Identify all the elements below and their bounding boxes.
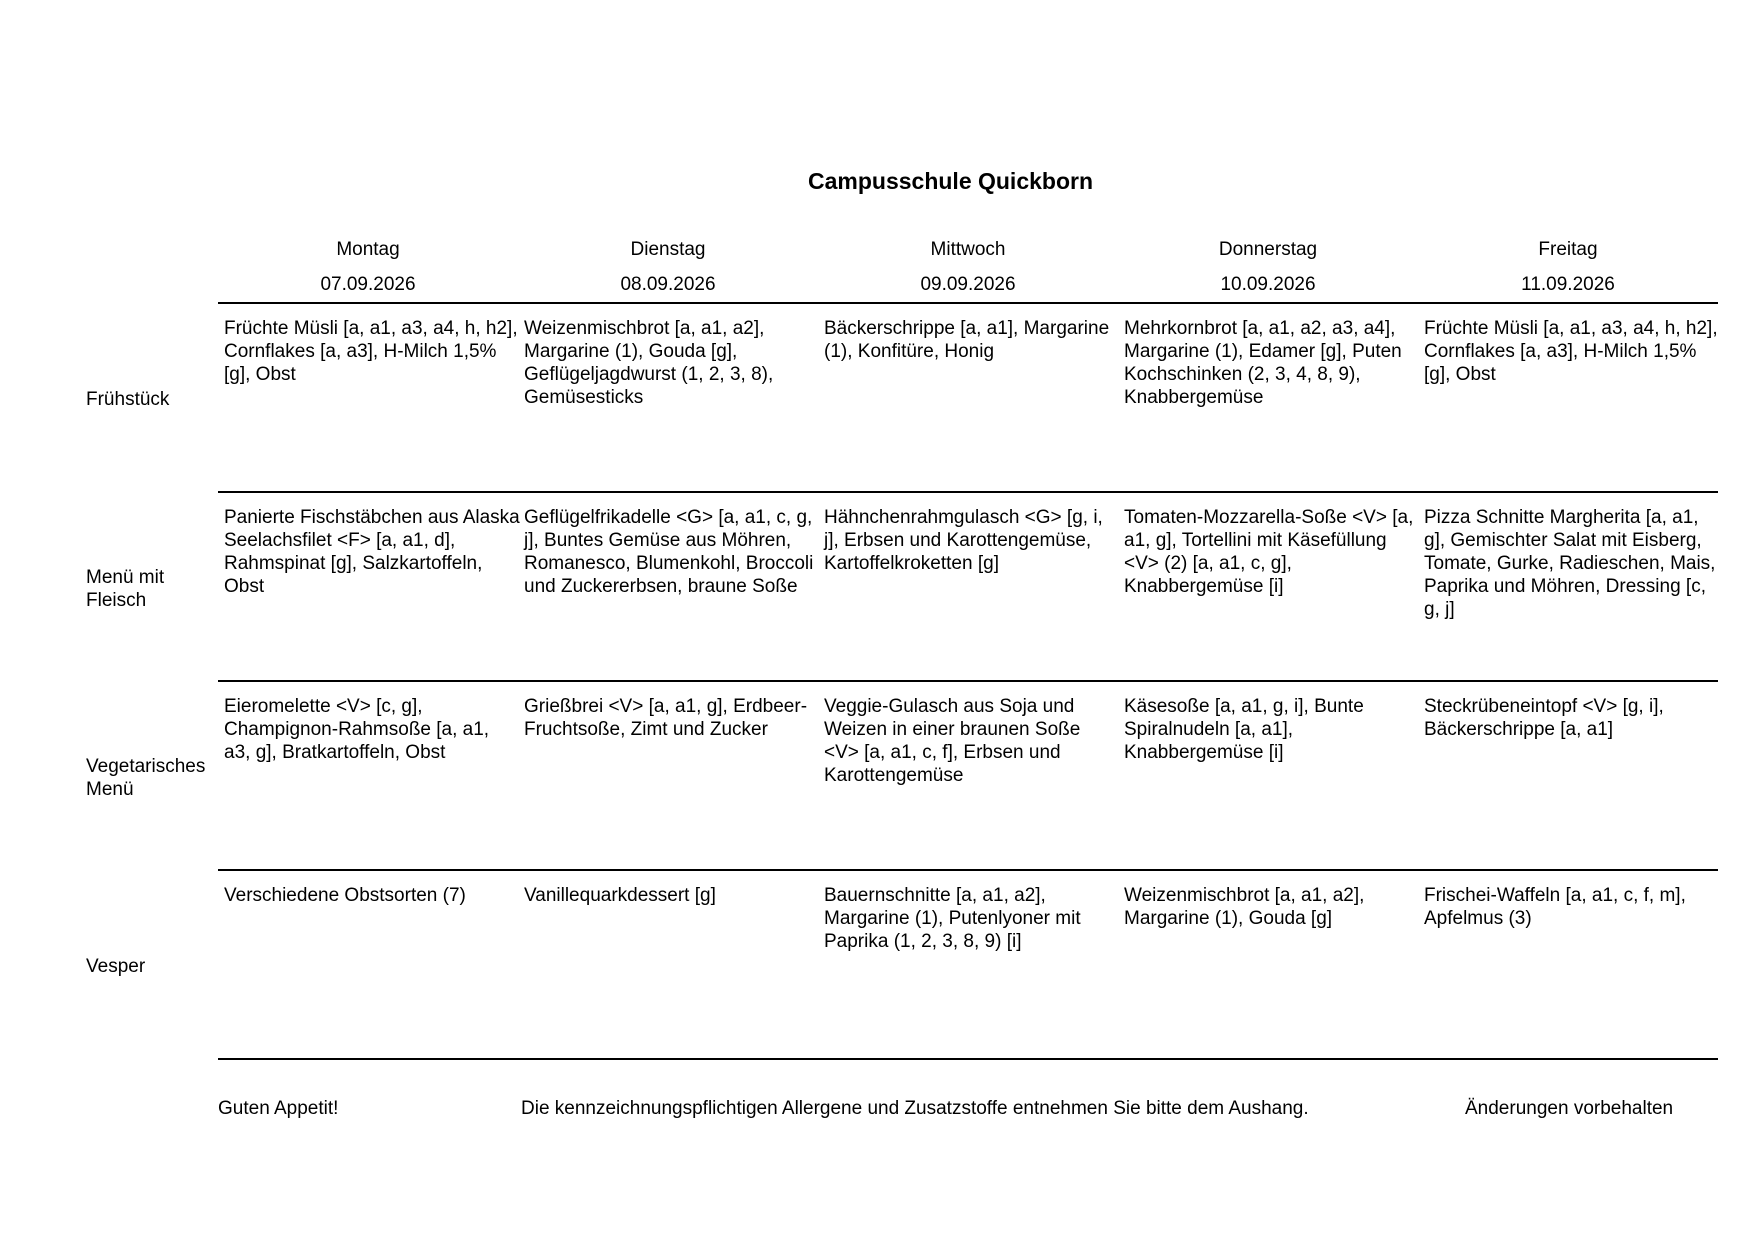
row-divider — [218, 680, 1718, 682]
day-header-monday — [218, 232, 518, 302]
menu-cell: Veggie-Gulasch aus Soja und Weizen in einer braunen Soße <V> [a, a1, c, f], Erbsen und Karottengemüse — [824, 696, 1081, 786]
day-header-wednesday — [818, 232, 1118, 302]
menu-cell: Grießbrei <V> [a, a1, g], Erdbeer-Fruchtsoße, Zimt und Zucker — [524, 696, 808, 740]
day-header-thursday — [1118, 232, 1418, 302]
footer-allergen-note: Die kennzeichnungspflichtigen Allergene und Zusatzstoffe entnehmen Sie bitte dem Aushang. — [521, 1098, 1309, 1119]
menu-cell: Mehrkornbrot [a, a1, a2, a3, a4], Margarine (1), Edamer [g], Puten Kochschinken (2, 3, 4, 8, 9), Knabbergemüse — [1124, 318, 1402, 408]
day-date: 07.09.2026 — [320, 274, 416, 295]
day-date: 10.09.2026 — [1220, 274, 1316, 295]
day-name: Dienstag — [630, 239, 706, 260]
day-name: Donnerstag — [1218, 239, 1318, 260]
day-name: Freitag — [1538, 239, 1598, 260]
menu-cell: Pizza Schnitte Margherita [a, a1, g], Gemischter Salat mit Eisberg, Tomate, Gurke, Radieschen, Mais, Paprika und Möhren, Dressing [c, g, j] — [1424, 507, 1716, 620]
footer-disclaimer: Änderungen vorbehalten — [1465, 1098, 1674, 1119]
menu-cell: Frischei-Waffeln [a, a1, c, f, m], Apfelmus (3) — [1424, 885, 1686, 929]
menu-cell: Bäckerschrippe [a, a1], Margarine (1), Konfitüre, Honig — [824, 318, 1110, 362]
menu-cell: Vanillequarkdessert [g] — [524, 885, 716, 906]
day-header-tuesday — [518, 232, 818, 302]
menu-cell: Weizenmischbrot [a, a1, a2], Margarine (1), Gouda [g] — [1124, 885, 1365, 929]
row-label-menue-mit-fleisch: Menü mit Fleisch — [86, 567, 165, 611]
menu-cell: Steckrübeneintopf <V> [g, i], Bäckerschrippe [a, a1] — [1424, 696, 1664, 740]
menu-cell: Weizenmischbrot [a, a1, a2], Margarine (1), Gouda [g], Geflügeljagdwurst (1, 2, 3, 8), Gemüsesticks — [524, 318, 774, 408]
menu-cell: Früchte Müsli [a, a1, a3, a4, h, h2], Cornflakes [a, a3], H-Milch 1,5% [g], Obst — [224, 318, 518, 385]
menu-cell: Eieromelette <V> [c, g], Champignon-Rahmsoße [a, a1, a3, g], Bratkartoffeln, Obst — [224, 696, 490, 763]
row-divider — [218, 869, 1718, 871]
row-label-fruehstueck: Frühstück — [86, 389, 170, 410]
menu-cell: Käsesoße [a, a1, g, i], Bunte Spiralnudeln [a, a1], Knabbergemüse [i] — [1124, 696, 1364, 763]
row-divider — [218, 491, 1718, 493]
menu-cell: Panierte Fischstäbchen aus Alaska Seelachsfilet <F> [a, a1, d], Rahmspinat [g], Salzkartoffeln, Obst — [224, 507, 520, 597]
row-divider — [218, 1058, 1718, 1060]
day-header-friday — [1418, 232, 1718, 302]
day-name: Mittwoch — [930, 239, 1006, 260]
menu-cell: Bauernschnitte [a, a1, a2], Margarine (1), Putenlyoner mit Paprika (1, 2, 3, 8, 9) [i] — [824, 885, 1081, 952]
row-divider — [218, 302, 1718, 304]
footer-greeting: Guten Appetit! — [218, 1098, 339, 1119]
menu-cell: Tomaten-Mozzarella-Soße <V> [a, a1, g], Tortellini mit Käsefüllung <V> (2) [a, a1, c, g], Knabbergemüse [i] — [1124, 507, 1414, 597]
menu-cell: Verschiedene Obstsorten (7) — [224, 885, 466, 906]
page-title: Campusschule Quickborn — [808, 168, 1094, 194]
menu-cell: Früchte Müsli [a, a1, a3, a4, h, h2], Cornflakes [a, a3], H-Milch 1,5% [g], Obst — [1424, 318, 1718, 385]
day-date: 08.09.2026 — [620, 274, 716, 295]
day-date: 09.09.2026 — [920, 274, 1016, 295]
day-name: Montag — [336, 239, 400, 260]
day-date: 11.09.2026 — [1521, 274, 1615, 295]
row-label-vesper: Vesper — [86, 956, 146, 977]
menu-cell: Hähnchenrahmgulasch <G> [g, i, j], Erbsen und Karottengemüse, Kartoffelkroketten [g] — [824, 507, 1103, 574]
menu-cell: Geflügelfrikadelle <G> [a, a1, c, g, j], Buntes Gemüse aus Möhren, Romanesco, Blumenkohl, Broccoli und Zuckererbsen, braune Soße — [524, 507, 814, 597]
row-label-vegetarisches-menue: Vegetarisches Menü — [86, 756, 206, 800]
